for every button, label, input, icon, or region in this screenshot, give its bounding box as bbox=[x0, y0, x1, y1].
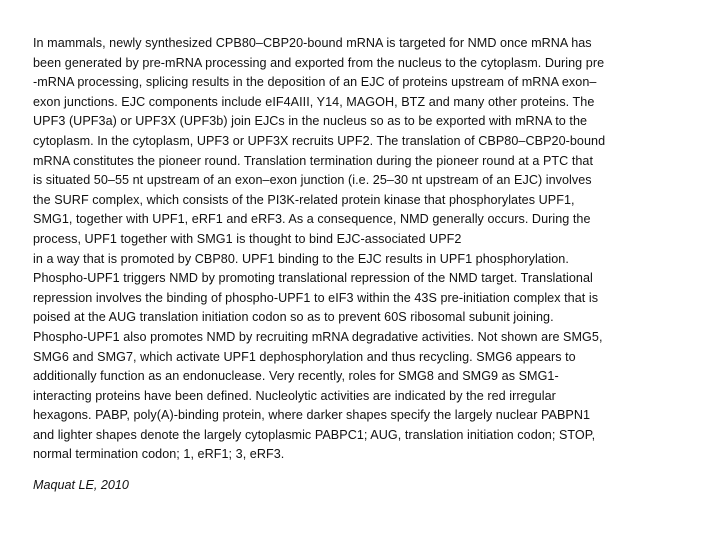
caption-line: SMG1, together with UPF1, eRF1 and eRF3. As a consequence, NMD generally occurs. During the bbox=[33, 212, 591, 227]
caption-line: cytoplasm. In the cytoplasm, UPF3 or UPF3X recruits UPF2. The translation of CBP80–CBP20-bound bbox=[33, 133, 606, 148]
citation: Maquat LE, 2010 bbox=[33, 478, 129, 492]
caption-line: repression involves the binding of phospho-UPF1 to eIF3 within the 43S pre-initiation complex that is bbox=[33, 290, 599, 305]
caption-line: SMG6 and SMG7, which activate UPF1 dephosphorylation and thus recycling. SMG6 appears to bbox=[33, 349, 576, 364]
caption-line: -mRNA processing, splicing results in the deposition of an EJC of proteins upstream of mRNA exon– bbox=[33, 75, 597, 90]
caption-line: In mammals, newly synthesized CPB80–CBP20-bound mRNA is targeted for NMD once mRNA has bbox=[33, 36, 592, 50]
caption-line: Phospho-UPF1 also promotes NMD by recruiting mRNA degradative activities. Not shown are SMG5, bbox=[33, 329, 603, 344]
caption-line: mRNA constitutes the pioneer round. Translation termination during the pioneer round at a PTC that bbox=[33, 153, 594, 168]
caption-line: UPF3 (UPF3a) or UPF3X (UPF3b) join EJCs in the nucleus so as to be exported with mRNA to the bbox=[33, 114, 588, 129]
caption-line: hexagons. PABP, poly(A)-binding protein, where darker shapes specify the largely nuclear PABPN1 bbox=[33, 408, 591, 423]
caption-line: process, UPF1 together with SMG1 is thought to bind EJC-associated UPF2 bbox=[33, 231, 462, 246]
caption-line: interacting proteins have been defined. Nucleolytic activities are indicated by the red irregular bbox=[33, 388, 556, 403]
caption-line: and lighter shapes denote the largely cytoplasmic PABPC1; AUG, translation initiation codon; STOP, bbox=[33, 427, 596, 442]
caption-line: in a way that is promoted by CBP80. UPF1 binding to the EJC results in UPF1 phosphorylation. bbox=[33, 251, 569, 266]
caption-line: been generated by pre-mRNA processing and exported from the nucleus to the cytoplasm. During pre bbox=[33, 55, 605, 70]
caption-line: additionally function as an endonuclease. Very recently, roles for SMG8 and SMG9 as SMG1- bbox=[33, 369, 559, 384]
caption-paragraph bbox=[33, 34, 709, 465]
caption-line: normal termination codon; 1, eRF1; 3, eRF3. bbox=[33, 447, 285, 462]
caption-line: the SURF complex, which consists of the PI3K-related protein kinase that phosphorylates UPF1, bbox=[33, 192, 575, 207]
caption-line: is situated 50–55 nt upstream of an exon–exon junction (i.e. 25–30 nt upstream of an EJC) involves bbox=[33, 173, 592, 188]
caption-line: Phospho-UPF1 triggers NMD by promoting translational repression of the NMD target. Translational bbox=[33, 271, 593, 286]
caption-line: exon junctions. EJC components include eIF4AIII, Y14, MAGOH, BTZ and many other proteins. The bbox=[33, 94, 595, 109]
caption-line: poised at the AUG translation initiation codon so as to prevent 60S ribosomal subunit joining. bbox=[33, 310, 554, 325]
